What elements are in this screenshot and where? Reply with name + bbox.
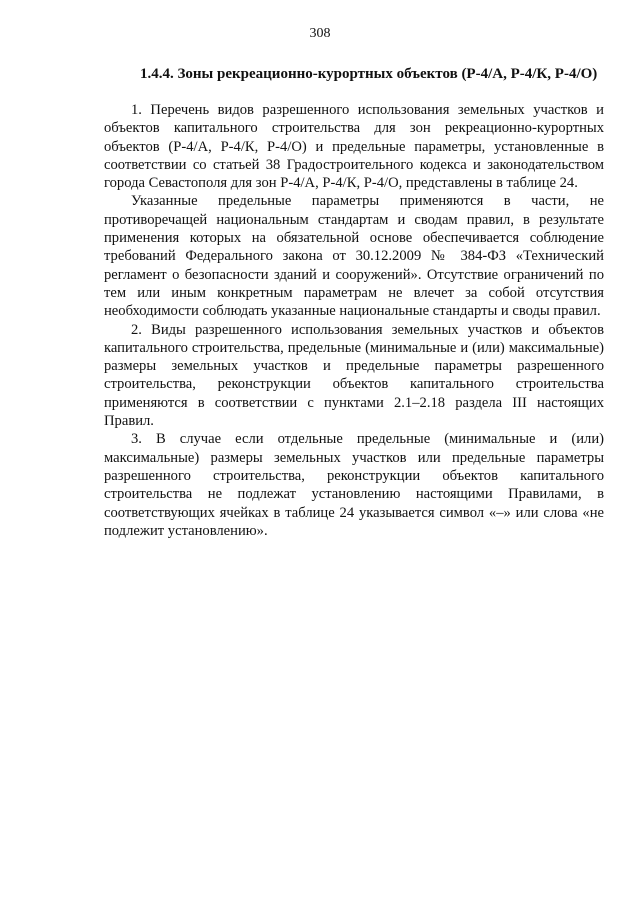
body-text: [104, 101, 604, 540]
page-number: 308: [309, 26, 331, 41]
paragraph-1: 1. Перечень видов разрешенного использования земельных участков и объектов капитального строительства для зон рекреационно-курортных объектов (Р-4/А, Р-4/К, Р-4/О) и предельные параметры, установленные в соответствии со статьей 38 Градостроительного кодекса и законодательством города Севастополя для зон Р-4/А, Р-4/К, Р-4/О, представлены в таблице 24.: [104, 102, 604, 192]
section-heading: 1.4.4. Зоны рекреационно-курортных объектов (Р-4/А, Р-4/К, Р-4/О): [140, 66, 598, 82]
paragraph-2: Указанные предельные параметры применяются в части, не противоречащей национальным стандартам и сводам правил, в результате применения которых на обязательной основе обеспечивается соблюдение требований Федерального закона от 30.12.2009 № 384-ФЗ «Технический регламент о безопасности зданий и сооружений». Отсутствие ограничений по тем или иным конкретным параметрам не влечет за собой отсутствия необходимости соблюдать указанные национальные стандарты и своды правил.: [104, 193, 604, 320]
paragraph-4: 3. В случае если отдельные предельные (минимальные и (или) максимальные) размеры земельных участков или предельные параметры разрешенного строительства, реконструкции объектов капитального строительства не подлежат установлению настоящими Правилами, в соответствующих ячейках в таблице 24 указывается символ «–» или слова «не подлежит установлению».: [104, 431, 604, 539]
paragraph-3: 2. Виды разрешенного использования земельных участков и объектов капитального строительства, предельные (минимальные и (или) максимальные) размеры земельных участков и предельные параметры разрешенного строительства, реконструкции объектов капитального строительства применяются в соответствии с пунктами 2.1–2.18 раздела III настоящих Правил.: [104, 321, 604, 430]
